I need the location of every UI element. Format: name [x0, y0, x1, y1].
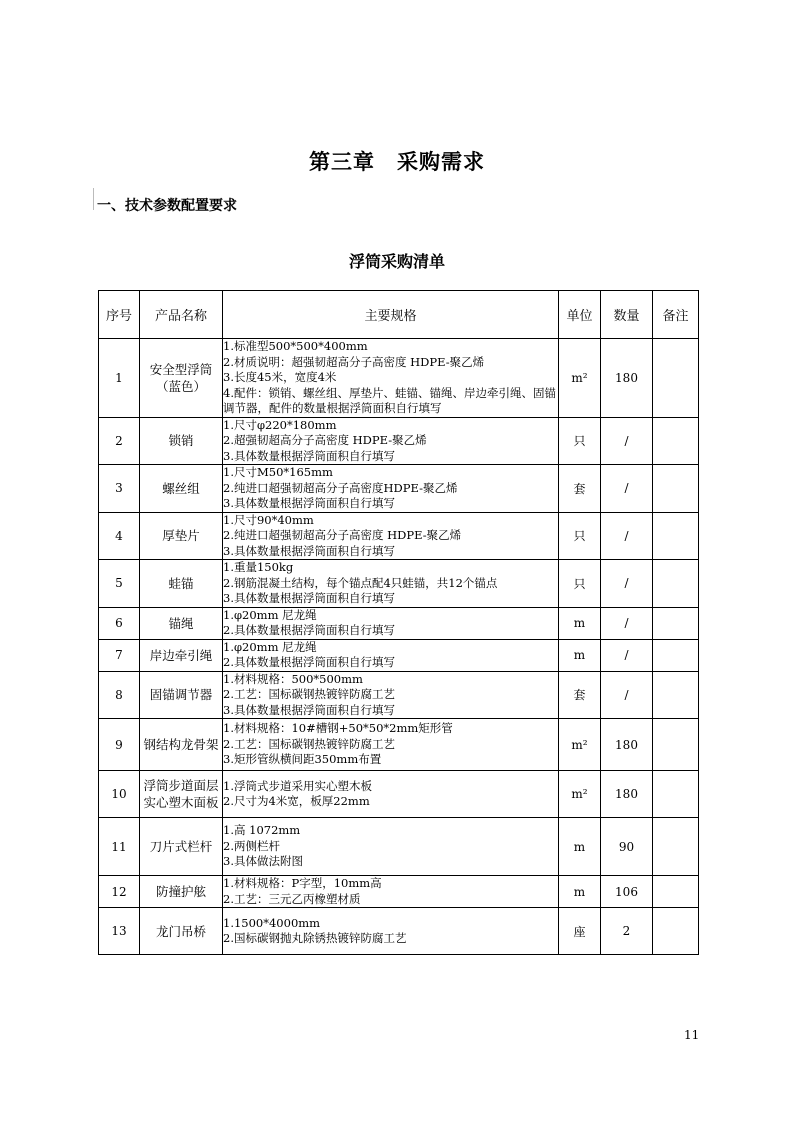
product-name: 蛙锚 [140, 560, 223, 608]
remark-cell [653, 339, 699, 418]
spec-cell [223, 607, 559, 639]
table-row [99, 719, 699, 771]
quantity-cell: 180 [601, 771, 653, 818]
chapter-title: 第三章 采购需求 [309, 150, 485, 174]
row-number: 8 [99, 671, 140, 719]
heading-margin-mark [93, 188, 94, 210]
spec-cell [223, 876, 559, 908]
remark-cell [653, 719, 699, 771]
spec-line: 2.工艺：三元乙丙橡塑材质 [223, 891, 361, 906]
spec-line: 3.具体数量根据浮筒面积自行填写 [223, 448, 395, 463]
product-name: 固锚调节器 [140, 671, 223, 719]
row-number: 6 [99, 607, 140, 639]
remark-cell [653, 876, 699, 908]
product-name: 螺丝组 [140, 465, 223, 513]
header-no: 序号 [99, 291, 140, 339]
unit-cell: 只 [559, 512, 601, 560]
spec-line: 2.钢筋混凝土结构，每个锚点配4只蛙锚，共12个锚点 [223, 575, 498, 590]
header-qty: 数量 [601, 291, 653, 339]
product-name: 锁销 [140, 417, 223, 465]
product-name: 锚绳 [140, 607, 223, 639]
spec-line: 2.两侧栏杆 [223, 838, 280, 853]
quantity-cell: / [601, 671, 653, 719]
spec-line: 1.高 1072mm [223, 823, 301, 838]
row-number: 1 [99, 339, 140, 418]
quantity-cell: / [601, 607, 653, 639]
spec-line: 1.材料规格：500*500mm [223, 671, 363, 686]
spec-line: 1.标准型500*500*400mm [223, 339, 368, 353]
remark-cell [653, 560, 699, 608]
spec-cell [223, 560, 559, 608]
product-name: 防撞护舷 [140, 876, 223, 908]
product-name: 浮筒步道面层实心塑木面板 [140, 771, 223, 818]
table-title: 浮筒采购清单 [348, 252, 445, 271]
quantity-cell: 180 [601, 339, 653, 418]
spec-cell [223, 512, 559, 560]
spec-line: 2.工艺：国标碳钢热镀锌防腐工艺 [223, 736, 395, 751]
spec-cell [223, 339, 559, 418]
spec-line: 1.尺寸M50*165mm [223, 465, 333, 479]
remark-cell [653, 607, 699, 639]
unit-cell: m [559, 876, 601, 908]
quantity-cell: / [601, 465, 653, 513]
spec-cell [223, 417, 559, 465]
spec-line: 2.工艺：国标碳钢热镀锌防腐工艺 [223, 687, 395, 701]
unit-cell: m² [559, 339, 601, 418]
page-number: 11 [684, 1028, 700, 1042]
spec-cell [223, 465, 559, 513]
table-row [99, 607, 699, 639]
product-name: 刀片式栏杆 [140, 818, 223, 876]
spec-line: 2.具体数量根据浮筒面积自行填写 [223, 623, 395, 637]
table-row [99, 876, 699, 908]
header-name: 产品名称 [140, 291, 223, 339]
quantity-cell: 90 [601, 818, 653, 876]
spec-line: 1.1500*4000mm [223, 915, 321, 930]
table-row [99, 771, 699, 818]
spec-line: 1.尺寸90*40mm [223, 512, 314, 527]
spec-line: 1.尺寸φ220*180mm [223, 417, 337, 432]
spec-line: 2.超强韧超高分子高密度 HDPE-聚乙烯 [223, 433, 427, 447]
spec-cell [223, 671, 559, 719]
row-number: 3 [99, 465, 140, 513]
spec-cell [223, 639, 559, 671]
unit-cell: 座 [559, 908, 601, 955]
spec-line: 3.具体做法附图 [223, 854, 303, 869]
quantity-cell: 2 [601, 908, 653, 955]
procurement-table [98, 290, 699, 955]
unit-cell: 只 [559, 417, 601, 465]
spec-line: 3.矩形管纵横间距350mm布置 [223, 752, 382, 767]
header-remark: 备注 [653, 291, 699, 339]
row-number: 11 [99, 818, 140, 876]
unit-cell: 只 [559, 560, 601, 608]
row-number: 13 [99, 908, 140, 955]
table-row [99, 512, 699, 560]
spec-line: 3.具体数量根据浮筒面积自行填写 [223, 702, 395, 717]
quantity-cell: / [601, 639, 653, 671]
row-number: 5 [99, 560, 140, 608]
remark-cell [653, 818, 699, 876]
spec-cell [223, 908, 559, 955]
remark-cell [653, 771, 699, 818]
spec-line: 2.国标碳钢抛丸除锈热镀锌防腐工艺 [223, 931, 407, 945]
spec-line: 4.配件：锁销、螺丝组、厚垫片、蛙锚、锚绳、岸边牵引绳、固锚调节器，配件的数量根据浮筒面积自行填写 [223, 385, 556, 415]
row-number: 10 [99, 771, 140, 818]
spec-cell [223, 719, 559, 771]
spec-line: 2.材质说明：超强韧超高分子高密度 HDPE-聚乙烯 [223, 354, 485, 369]
spec-line: 1.浮筒式步道采用实心塑木板 [223, 778, 372, 793]
spec-line: 1.材料规格：10#槽钢+50*50*2mm矩形管 [223, 721, 453, 736]
product-name: 岸边牵引绳 [140, 639, 223, 671]
product-name: 龙门吊桥 [140, 908, 223, 955]
row-number: 7 [99, 639, 140, 671]
quantity-cell: / [601, 512, 653, 560]
header-unit: 单位 [559, 291, 601, 339]
remark-cell [653, 512, 699, 560]
header-spec: 主要规格 [223, 291, 559, 339]
spec-line: 1.φ20mm 尼龙绳 [223, 607, 317, 622]
unit-cell: m² [559, 719, 601, 771]
spec-cell [223, 818, 559, 876]
remark-cell [653, 908, 699, 955]
unit-cell: 套 [559, 671, 601, 719]
table-row [99, 339, 699, 418]
spec-line: 2.具体数量根据浮筒面积自行填写 [223, 655, 395, 669]
quantity-cell: 106 [601, 876, 653, 908]
quantity-cell: / [601, 417, 653, 465]
row-number: 4 [99, 512, 140, 560]
unit-cell: m [559, 639, 601, 671]
table-row [99, 818, 699, 876]
table-row [99, 671, 699, 719]
product-name: 安全型浮筒（蓝色） [140, 339, 223, 418]
table-row [99, 417, 699, 465]
unit-cell: m [559, 607, 601, 639]
spec-line: 3.具体数量根据浮筒面积自行填写 [223, 591, 395, 605]
spec-cell [223, 771, 559, 818]
row-number: 12 [99, 876, 140, 908]
quantity-cell: 180 [601, 719, 653, 771]
section-heading: 一、技术参数配置要求 [97, 198, 237, 214]
spec-line: 1.材料规格：P字型，10mm高 [223, 876, 382, 890]
unit-cell: 套 [559, 465, 601, 513]
product-name: 钢结构龙骨架 [140, 719, 223, 771]
product-name: 厚垫片 [140, 512, 223, 560]
spec-line: 2.纯进口超强韧超高分子高密度 HDPE-聚乙烯 [223, 528, 462, 542]
spec-line: 1.φ20mm 尼龙绳 [223, 639, 317, 654]
table-row [99, 908, 699, 955]
row-number: 2 [99, 417, 140, 465]
remark-cell [653, 671, 699, 719]
spec-line: 1.重量150kg [223, 560, 294, 574]
spec-line: 3.具体数量根据浮筒面积自行填写 [223, 543, 395, 558]
unit-cell: m² [559, 771, 601, 818]
remark-cell [653, 417, 699, 465]
table-row [99, 560, 699, 608]
spec-line: 2.尺寸为4米宽，板厚22mm [223, 794, 370, 808]
remark-cell [653, 465, 699, 513]
spec-line: 3.具体数量根据浮筒面积自行填写 [223, 496, 395, 510]
row-number: 9 [99, 719, 140, 771]
quantity-cell: / [601, 560, 653, 608]
unit-cell: m [559, 818, 601, 876]
remark-cell [653, 639, 699, 671]
table-header-row [99, 291, 699, 339]
spec-line: 3.长度45米，宽度4米 [223, 370, 337, 384]
table-row [99, 465, 699, 513]
table-row [99, 639, 699, 671]
spec-line: 2.纯进口超强韧超高分子高密度HDPE-聚乙烯 [223, 480, 458, 495]
